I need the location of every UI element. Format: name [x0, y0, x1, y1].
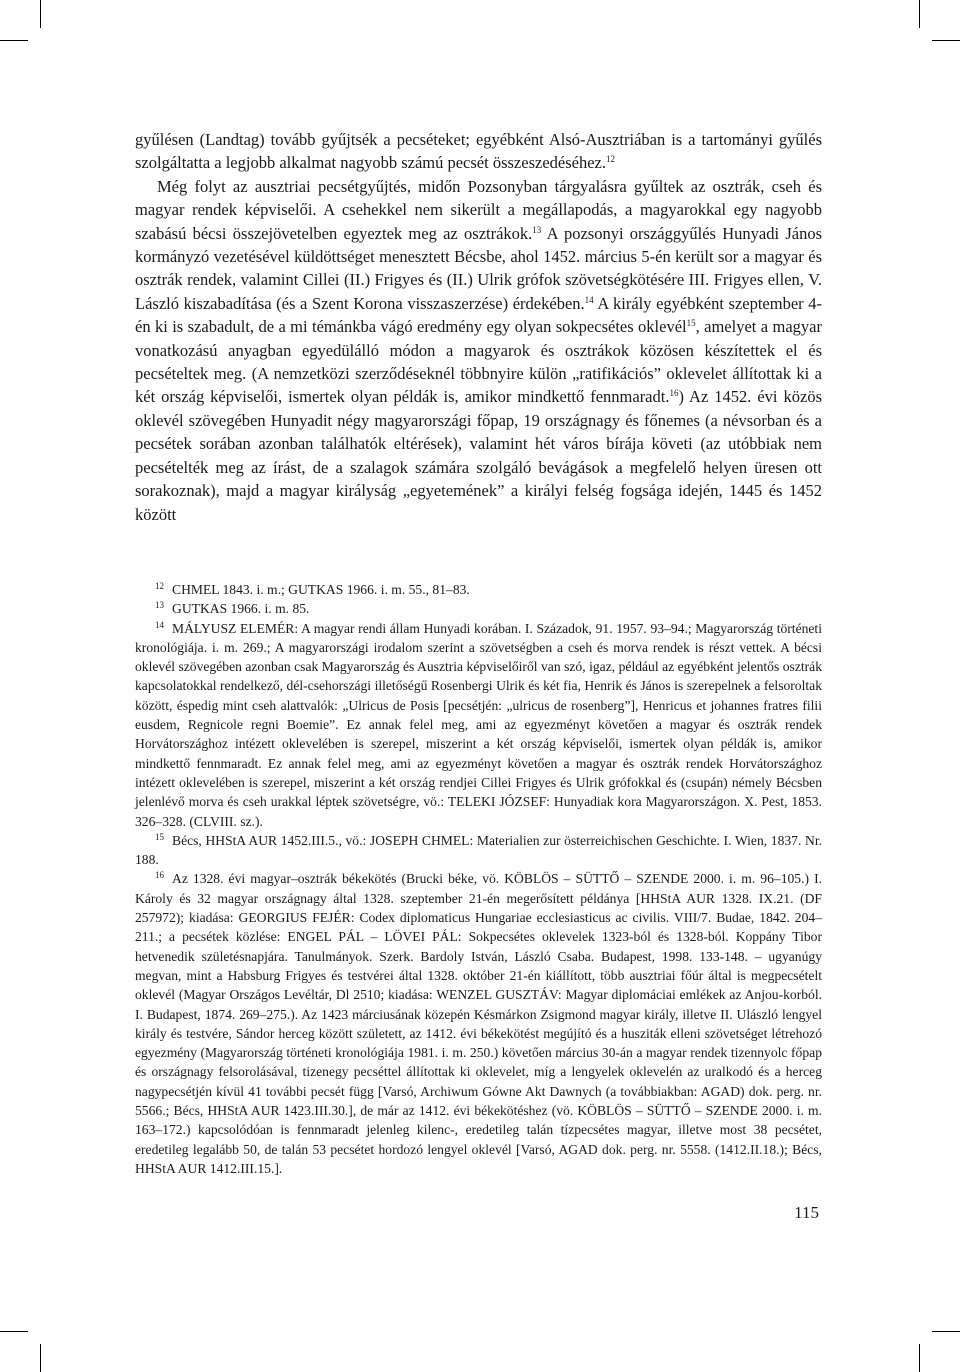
- crop-mark-top-right-h: [932, 40, 960, 41]
- footnote-ref[interactable]: 13: [532, 224, 542, 235]
- crop-mark-top-right-v: [919, 0, 920, 28]
- footnote-ref[interactable]: 12: [605, 154, 615, 165]
- crop-mark-bottom-right-h: [932, 1331, 960, 1332]
- footnote: 13 GUTKAS 1966. i. m. 85.: [155, 600, 310, 617]
- paragraph: Még folyt az ausztriai pecsétgyűjtés, midőn Pozsonyban tárgyalásra gyűltek az osztrák, cseh és magyar rendek képviselői. A csehekkel nem sikerült a megállapodás, a magyarokkal egy nagyobb szabású bécsi összejövetelben egyeztek meg az osztrákok.$^{13}$ A pozsonyi országgyűlés Hunyadi János kormányzó vezetésével küldöttséget menesztett Bécsbe, ahol 1452. március 5-én került sor a magyar és osztrák rendek, valamint Cillei (II.) Frigyes és (II.) Ulrik grófok szövetségkötésére III. Frigyes ellen, V. László kiszabadítása (és a Szent Korona visszaszerzése) érdekében.$^{14}$ A király egyébként szeptember 4-én ki is szabadult, de a mi témánkba vágó eredmény egy olyan sokpecsétes oklevél$^{15}$, amelyet a magyar vonatkozású anyagban egyedülálló módon a magyarok és osztrákok közösen készítettek el és pecsételtek meg. (A nemzetközi szerződéseknél többnyire külön „ratifikációs” oklevelet állítottak ki a két ország képviselői, ismertek olyan példák is, amikor mindkettő fennmaradt.$^{16}$) Az 1452. évi közös oklevél szövegében Hunyadit négy magyarországi főpap, 19 országnagy és főnemes (a névsorban és a pecsétek sorában azonban találhatók eltérések), valamint hét város bírája követi (az utóbbiak nem pecsételték meg az írást, de a szalagok számára szolgáló bevágások a megfelelő helyen üresen ott sorakoznak), majd a magyar királyság „egyetemének” a királyi felség fogsága idején, 1445 és 1452 között: [135, 176, 823, 524]
- paragraph: gyűlésen (Landtag) tovább gyűjtsék a pecséteket; egyébként Alsó-Ausztriában is a tartományi gyűlés szolgáltatta a legjobb alkalmat nagyobb számú pecsét összeszedéséhez.$^{12}$: [135, 130, 822, 173]
- footnote: 15 Bécs, HHStA AUR 1452.III.5., vö.: JOSEPH CHMEL: Materialien zur österreichischen Geschichte. I. Wien, 1837. Nr. 188.: [135, 831, 822, 868]
- footnote: 12 CHMEL 1843. i. m.; GUTKAS 1966. i. m. 55., 81–83.: [155, 581, 470, 597]
- footnote-ref[interactable]: 14: [584, 294, 594, 305]
- footnotes: [135, 580, 822, 1178]
- crop-mark-top-left-h: [0, 40, 28, 41]
- crop-mark-bottom-left-h: [0, 1331, 28, 1332]
- footnote: 14 MÁLYUSZ ELEMÉR: A magyar rendi állam Hunyadi korában. I. Századok, 91. 1957. 93–94.; Magyarország történeti kronológiája. i. m. 269.; A magyarországi irodalom szerint a szövetségben a cseh és morva rendek is részt vettek. A bécsi oklevél szövegében azonban csak Magyarország és Ausztria képviselőiről van szó, igaz, például az egyébként jelentős osztrák kapcsolatokkal rendelkező, dél-csehországi illetőségű Rosenbergi Ulrik és két fia, Henrik és János is szerepelnek a felsoroltak között, éspedig mint cseh alattvalók: „Ulricus de Posis [pecsétjén: „ulricus de rosenberg”], Henricus et johannes fratres filii eusdem, Regnicole regni Boemie”. Ez annak felel meg, ami az egyezményt követően a magyar és osztrák rendek Horvátországhoz intézett oklevelében is szerepel, miszerint a két ország képviselői, ismertek olyan példák is, amikor mindkettő fennmaradt. Ez annak felel meg, ami az egyezményt követően a magyar és osztrák rendek Horvátországhoz intézett oklevelében is szerepel, miszerint a két ország rendjei Cillei Frigyes és Ulrik grófokkal és (csupán) némely Bécsben jelenlévő morva és cseh urakkal léptek szövetségre, vö.: TELEKI JÓZSEF: Hunyadiak kora Magyarországon. X. Pest, 1853. 326–328. (CLVIII. sz.).: [135, 619, 822, 829]
- body-text: [135, 128, 822, 526]
- page-number: 115: [794, 1203, 819, 1222]
- footnote: 16 Az 1328. évi magyar–osztrák békekötés (Brucki béke, vö. KÖBLÖS – SÜTTŐ – SZENDE 2000. i. m. 96–105.) I. Károly és 32 magyar országnagy által 1328. szeptember 21-én megerősített példánya [HHStA AUR 1328. IX.21. (DF 257972); kiadása: GEORGIUS FEJÉR: Codex diplomaticus Hungariae ecclesiasticus ac civilis. VIII/7. Budae, 1842. 204–211.; a pecsétek közlése: ENGEL PÁL – LÖVEI PÁL: Sokpecsétes oklevelek 1323-ból és 1328-ból. Koppány Tibor hetvenedik születésnapjára. Tanulmányok. Szerk. Bardoly István, László Csaba. Budapest, 1998. 133-148. – ugyanúgy megvan, mint a Habsburg Frigyes és testvérei által 1328. október 21-én kiállított, több ausztriai főúr által is megpecsételt oklevél (Magyar Országos Levéltár, Dl 2510; kiadása: WENZEL GUSZTÁV: Magyar diplomáciai emlékek az Anjou-korból. I. Budapest, 1874. 269–275.). Az 1423 márciusának közepén Késmárkon Zsigmond magyar király, illetve II. Ulászló lengyel király és testvére, Sándor herceg között született, az 1412. évi békekötést megújító és a husziták elleni szövetséget létrehozó egyezmény (Magyarország történeti kronológiája 1981. i. m. 250.) követően március 30-án a magyar rendek tizennyolc főpap és országnagy felsorolásával, tizenegy pecséttel állítottak ki oklevelet, míg a lengyelek oklevelén az uralkodó és a herceg nagypecsétjén kívül 41 további pecsét függ [Varsó, Archiwum Gówne Akt Dawnych (a továbbiakban: AGAD) dok. perg. nr. 5566.; Bécs, HHStA AUR 1423.III.30.], de már az 1412. évi békekötéshez (vö. KÖBLÖS – SÜTTŐ – SZENDE 2000. i. m. 163–172.) kapcsolódóan is fennmaradt jelenleg kilenc-, eredetileg talán tízpecsétes magyar, illetve most 38 pecsétet, eredetileg legalább 50, de talán 53 pecsétet hordozó lengyel oklevél [Varsó, AGAD dok. perg. nr. 5558. (1412.II.18.); Bécs, HHStA AUR 1412.III.15.].: [135, 870, 822, 1176]
- crop-mark-bottom-left-v: [40, 1344, 41, 1372]
- footnote-ref[interactable]: 15: [686, 318, 696, 329]
- footnote-ref[interactable]: 16: [669, 388, 679, 399]
- crop-mark-top-left-v: [40, 0, 41, 28]
- crop-mark-bottom-right-v: [919, 1344, 920, 1372]
